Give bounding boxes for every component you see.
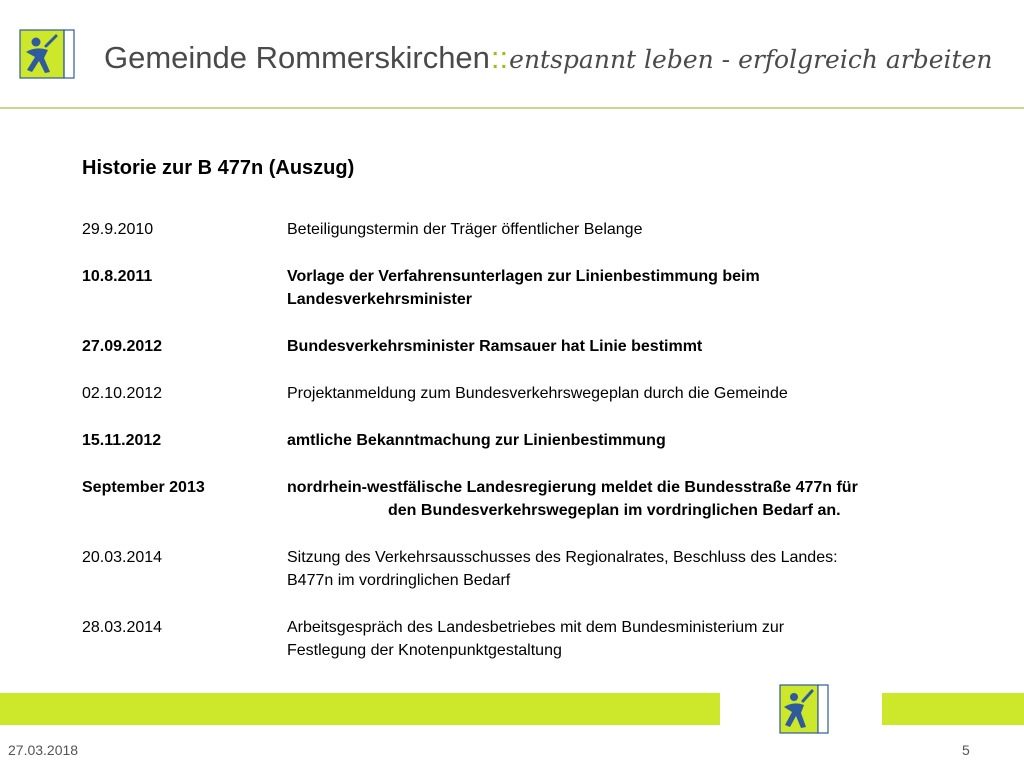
timeline-entry <box>82 382 942 405</box>
timeline-entry <box>82 218 942 241</box>
entry-line: Beteiligungstermin der Träger öffentlicher Belange <box>287 221 643 238</box>
timeline <box>82 218 942 686</box>
timeline-entry <box>82 335 942 358</box>
header-divider <box>0 107 1024 109</box>
entry-text <box>287 476 942 522</box>
entry-text <box>287 335 942 358</box>
page-number: 5 <box>962 742 970 758</box>
entry-text <box>287 546 942 592</box>
header-separator: :: <box>490 40 509 75</box>
entry-line: nordrhein-westfälische Landesregierung meldet die Bundesstraße 477n für <box>287 479 858 496</box>
header-title <box>104 40 993 76</box>
entry-line: Arbeitsgespräch des Landesbetriebes mit dem Bundesministerium zur <box>287 619 785 636</box>
entry-text <box>287 382 942 405</box>
entry-date: 20.03.2014 <box>82 549 163 566</box>
entry-line: den Bundesverkehrswegeplan im vordringlichen Bedarf an. <box>388 502 841 519</box>
entry-line: Sitzung des Verkehrsausschusses des Regionalrates, Beschluss des Landes: <box>287 549 838 566</box>
entry-text <box>287 265 942 311</box>
org-name: Gemeinde Rommerskirchen <box>104 40 490 75</box>
entry-line: Bundesverkehrsminister Ramsauer hat Linie bestimmt <box>287 338 703 355</box>
footer-accent-bar-right <box>882 693 1024 725</box>
footer-accent-bar-left <box>0 693 720 725</box>
entry-line: amtliche Bekanntmachung zur Linienbestimmung <box>287 432 666 449</box>
timeline-entry <box>82 476 942 522</box>
entry-line: Landesverkehrsminister <box>287 291 472 308</box>
entry-line: Festlegung der Knotenpunktgestaltung <box>287 642 562 659</box>
entry-date: 27.09.2012 <box>82 338 163 355</box>
entry-text <box>287 218 942 241</box>
timeline-entry <box>82 546 942 592</box>
entry-date: September 2013 <box>82 479 205 496</box>
entry-line: B477n im vordringlichen Bedarf <box>287 572 511 589</box>
footer-date: 27.03.2018 <box>8 742 79 758</box>
entry-date: 29.9.2010 <box>82 221 154 238</box>
entry-line: Projektanmeldung zum Bundesverkehrswegeplan durch die Gemeinde <box>287 385 788 402</box>
entry-date: 02.10.2012 <box>82 385 163 402</box>
entry-line: Vorlage der Verfahrensunterlagen zur Linienbestimmung beim <box>287 268 760 285</box>
entry-text <box>287 616 942 662</box>
timeline-entry <box>82 265 942 311</box>
entry-date: 15.11.2012 <box>82 432 162 449</box>
slide-title: Historie zur B 477n (Auszug) <box>82 157 355 179</box>
timeline-entry <box>82 429 942 452</box>
header-slogan: entspannt leben - erfolgreich arbeiten <box>509 45 993 74</box>
gemeinde-logo <box>18 28 76 80</box>
footer-logo <box>776 681 832 737</box>
timeline-entry <box>82 616 942 662</box>
entry-date: 28.03.2014 <box>82 619 163 636</box>
entry-date: 10.8.2011 <box>82 268 153 285</box>
entry-text <box>287 429 942 452</box>
